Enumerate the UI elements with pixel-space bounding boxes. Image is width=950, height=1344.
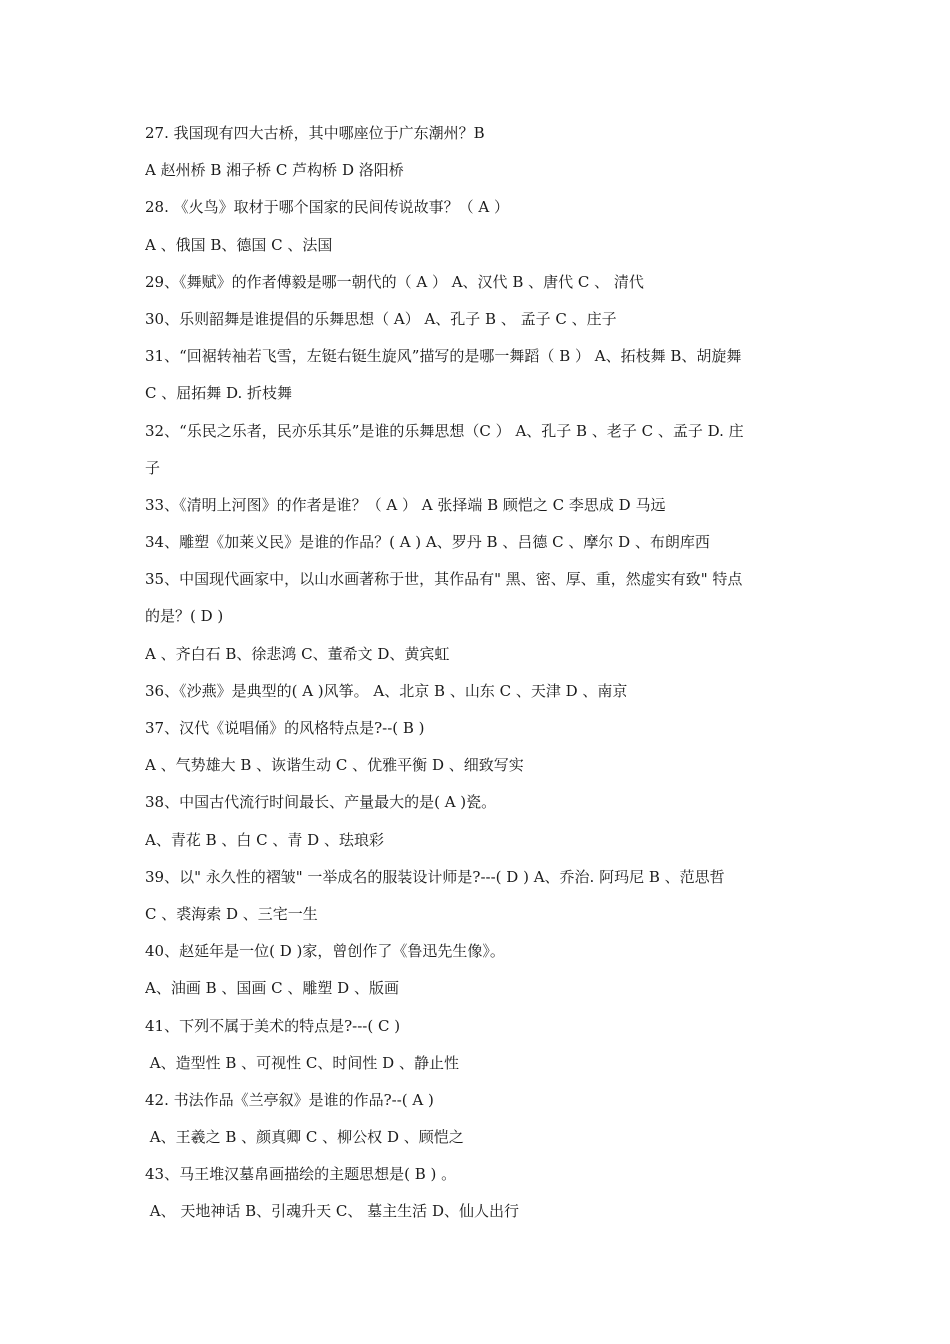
text-line: A、造型性 B 、可视性 C、时间性 D 、静止性 [145, 1053, 459, 1072]
text-line: A 、俄国 B、德国 C 、法国 [145, 235, 333, 254]
text-line: 27. 我国现有四大古桥，其中哪座位于广东潮州？B [145, 124, 485, 142]
text-line: 28. 《火鸟》取材于哪个国家的民间传说故事？（ A ） [145, 198, 509, 217]
text-line: 32、“乐民之乐者，民亦乐其乐”是谁的乐舞思想（C ） A、孔子 B 、老子 C 、孟子 D. 庄 [145, 421, 744, 440]
text-line: 38、中国古代流行时间最长、产量最大的是( A )瓷。 [145, 793, 497, 812]
text-line: C 、屈拓舞 D. 折枝舞 [145, 384, 293, 403]
text-line: 29、《舞赋》的作者傅毅是哪一朝代的（ A ） A、汉代 B 、唐代 C 、 清代 [145, 272, 644, 291]
question-list [145, 122, 825, 1238]
text-line: 39、以" 永久性的褶皱" 一举成名的服装设计师是?---( D ) A、乔治. 阿玛尼 B 、范思哲 [145, 867, 725, 886]
text-line: A 赵州桥 B 湘子桥 C 芦构桥 D 洛阳桥 [145, 161, 404, 180]
text-line: 子 [145, 458, 161, 477]
text-line: 40、赵延年是一位( D )家，曾创作了《鲁迅先生像》。 [145, 942, 505, 961]
text-line: 33、《清明上河图》的作者是谁？（ A ） A 张择端 B 顾恺之 C 李思成 D 马远 [145, 495, 666, 514]
text-line: 34、雕塑《加莱义民》是谁的作品？( A ) A、罗丹 B 、吕德 C 、摩尔 D 、布朗库西 [145, 533, 710, 552]
text-line: 41、下列不属于美术的特点是?---( C ) [145, 1016, 401, 1035]
text-line: A、王羲之 B 、颜真卿 C 、柳公权 D 、顾恺之 [145, 1128, 464, 1147]
text-line: A 、齐白石 B、徐悲鸿 C、董希文 D、黄宾虹 [145, 644, 450, 663]
text-line: A、油画 B 、国画 C 、雕塑 D 、版画 [145, 979, 399, 998]
text-line: 43、马王堆汉墓帛画描绘的主题思想是( B ) 。 [145, 1165, 457, 1184]
text-line: 的是？( D ) [145, 607, 224, 626]
text-line: 37、汉代《说唱俑》的风格特点是?--( B ) [145, 719, 425, 737]
text-line: 36、《沙燕》是典型的( A )风筝。 A、北京 B 、山东 C 、天津 D 、南京 [145, 681, 628, 700]
text-line: C 、裘海索 D 、三宅一生 [145, 904, 318, 923]
text-line: 42. 书法作品《兰亭叙》是谁的作品?--( A ) [145, 1090, 434, 1109]
text-line: 35、中国现代画家中，以山水画著称于世，其作品有" 黑、密、厚、重，然虚实有致" 特点 [145, 570, 743, 589]
text-line: 30、乐则韶舞是谁提倡的乐舞思想（ A） A、孔子 B 、 孟子 C 、庄子 [145, 309, 617, 328]
text-line: A 、气势雄大 B 、诙谐生动 C 、优雅平衡 D 、细致写实 [145, 756, 524, 775]
text-line: A、青花 B 、白 C 、青 D 、珐琅彩 [145, 830, 384, 849]
text-line: 31、“回裾转袖若飞雪，左铤右铤生旋风”描写的是哪一舞蹈（ B ） A、拓枝舞 B、胡旋舞 [145, 347, 742, 366]
text-line: A、 天地神话 B、引魂升天 C、 墓主生活 D、仙人出行 [145, 1202, 519, 1221]
